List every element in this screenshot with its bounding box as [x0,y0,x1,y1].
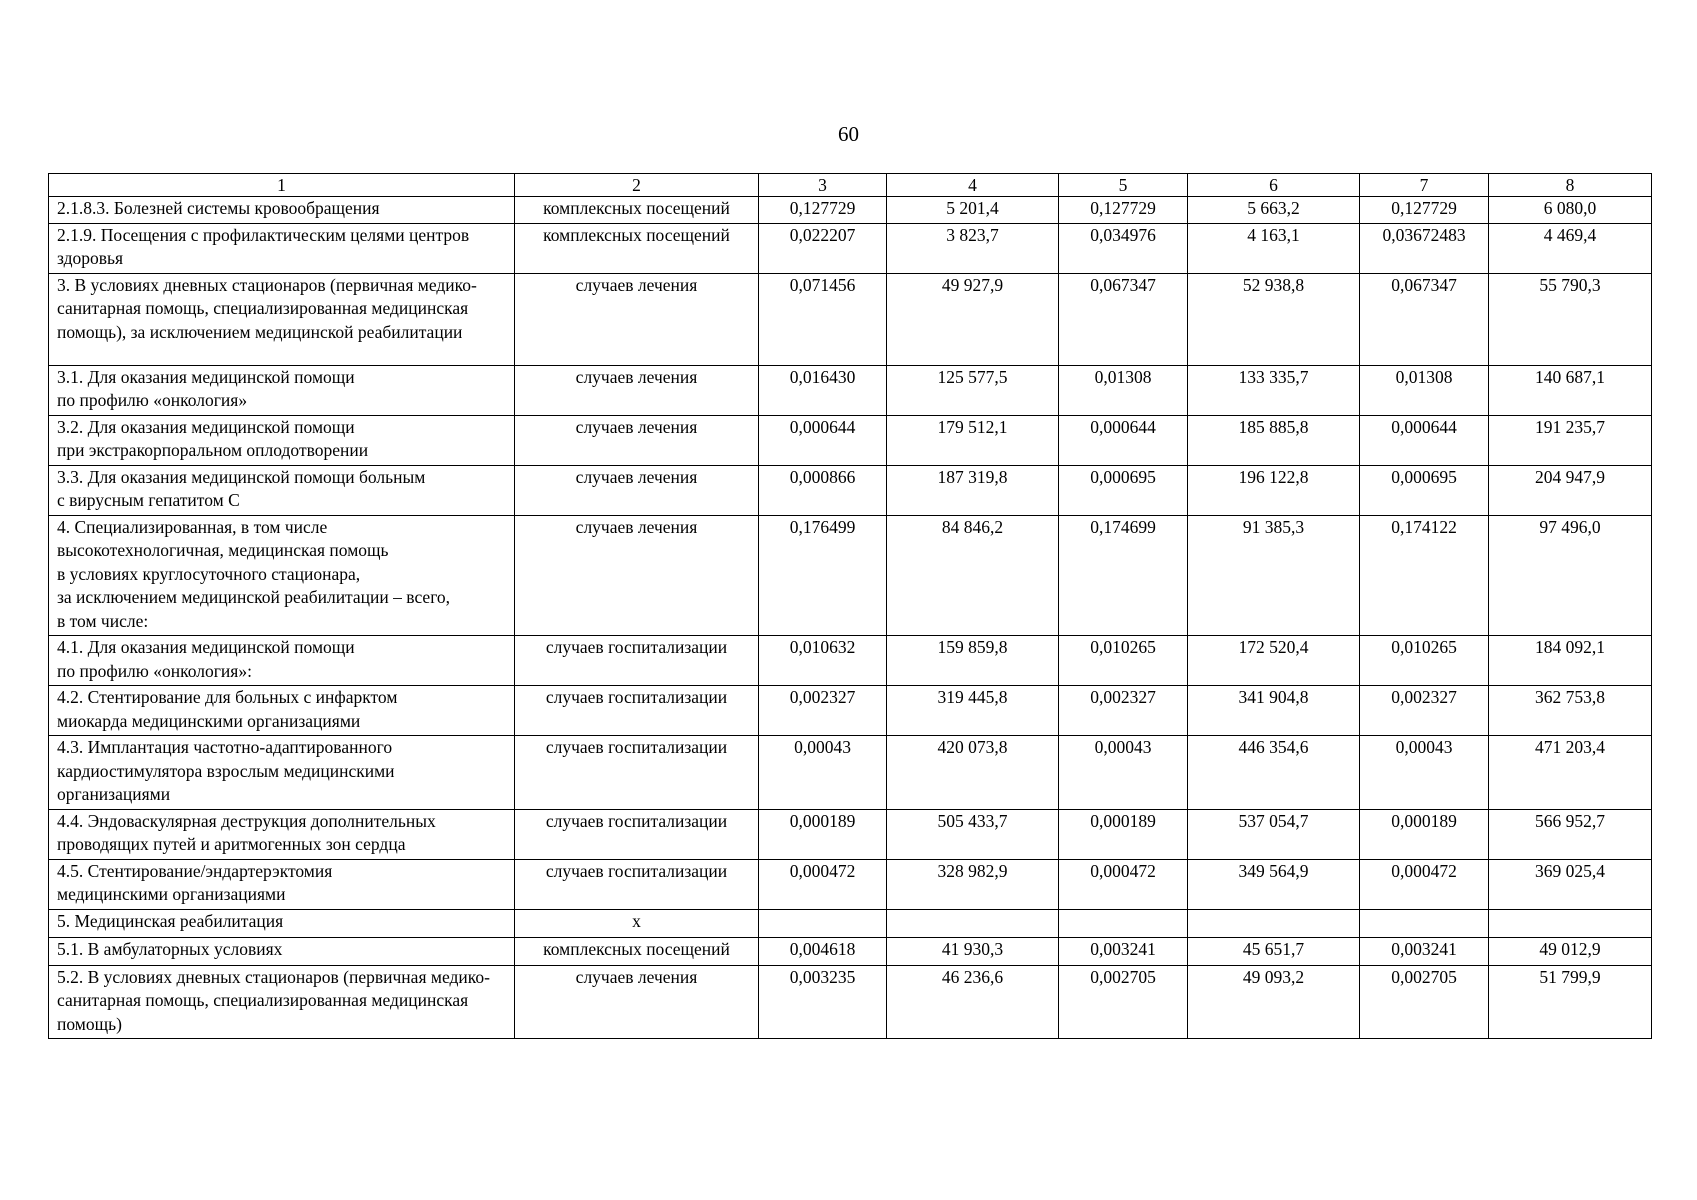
row-value-cell-7: 0,002327 [1360,686,1489,736]
row-value-cell-6: 341 904,8 [1188,686,1360,736]
row-name-cell: 2.1.9. Посещения с профилактическим целями центров здоровья [49,223,515,273]
row-name-cell: 3.2. Для оказания медицинской помощи при экстракорпоральном оплодотворении [49,415,515,465]
header-cell-3: 3 [759,174,887,197]
table-row [49,686,1652,736]
row-value-cell-7: 0,000472 [1360,859,1489,909]
header-cell-6: 6 [1188,174,1360,197]
row-value-cell-4: 125 577,5 [887,365,1059,415]
row-unit-cell: комплексных посещений [515,197,759,224]
row-value-cell-5: 0,034976 [1059,223,1188,273]
row-value-cell-7: 0,127729 [1360,197,1489,224]
row-value-cell-7: 0,000695 [1360,465,1489,515]
row-unit-cell: случаев лечения [515,415,759,465]
row-value-cell-5: 0,000472 [1059,859,1188,909]
row-value-cell-5: 0,00043 [1059,736,1188,810]
row-value-cell-8: 55 790,3 [1489,273,1652,365]
row-value-cell-4: 5 201,4 [887,197,1059,224]
row-unit-cell: случаев лечения [515,465,759,515]
row-value-cell-8: 369 025,4 [1489,859,1652,909]
data-table [48,173,1652,1039]
row-value-cell-7: 0,067347 [1360,273,1489,365]
row-unit-cell: случаев госпитализации [515,636,759,686]
row-value-cell-3: 0,004618 [759,937,887,965]
row-value-cell-7: 0,010265 [1360,636,1489,686]
table-row [49,937,1652,965]
row-value-cell-6: 5 663,2 [1188,197,1360,224]
row-value-cell-3: 0,022207 [759,223,887,273]
row-value-cell-3: 0,127729 [759,197,887,224]
row-value-cell-5: 0,01308 [1059,365,1188,415]
row-value-cell-3: 0,000472 [759,859,887,909]
row-value-cell-3: 0,00043 [759,736,887,810]
row-value-cell-4: 505 433,7 [887,809,1059,859]
row-value-cell-5: 0,000189 [1059,809,1188,859]
table-row [49,809,1652,859]
row-value-cell-7: 0,002705 [1360,965,1489,1039]
table-row [49,273,1652,365]
table-row [49,223,1652,273]
row-value-cell-5: 0,174699 [1059,515,1188,636]
row-name-cell: 3. В условиях дневных стационаров (первичная медико-санитарная помощь, специализированная медицинская помощь), за исключением медицинской реабилитации [49,273,515,365]
row-value-cell-6: 4 163,1 [1188,223,1360,273]
row-value-cell-4: 328 982,9 [887,859,1059,909]
row-value-cell-8: 140 687,1 [1489,365,1652,415]
row-unit-cell: случаев лечения [515,965,759,1039]
row-value-cell-8: 566 952,7 [1489,809,1652,859]
row-unit-cell: х [515,909,759,937]
row-value-cell-6: 185 885,8 [1188,415,1360,465]
table-row [49,965,1652,1039]
row-value-cell-7: 0,01308 [1360,365,1489,415]
row-value-cell-5: 0,002327 [1059,686,1188,736]
row-value-cell-6: 49 093,2 [1188,965,1360,1039]
header-cell-8: 8 [1489,174,1652,197]
row-value-cell-6: 52 938,8 [1188,273,1360,365]
row-value-cell-8: 191 235,7 [1489,415,1652,465]
row-name-cell: 4.5. Стентирование/эндартерэктомия медицинскими организациями [49,859,515,909]
row-value-cell-8: 471 203,4 [1489,736,1652,810]
row-value-cell-7: 0,174122 [1360,515,1489,636]
row-name-cell: 4.1. Для оказания медицинской помощи по профилю «онкология»: [49,636,515,686]
row-value-cell-4: 41 930,3 [887,937,1059,965]
row-value-cell-8 [1489,909,1652,937]
row-name-cell: 2.1.8.3. Болезней системы кровообращения [49,197,515,224]
row-value-cell-8: 4 469,4 [1489,223,1652,273]
row-value-cell-5: 0,003241 [1059,937,1188,965]
row-unit-cell: случаев лечения [515,365,759,415]
table-body [49,197,1652,1039]
row-value-cell-3: 0,176499 [759,515,887,636]
row-name-cell: 4.4. Эндоваскулярная деструкция дополнительных проводящих путей и аритмогенных зон сердца [49,809,515,859]
row-value-cell-8: 184 092,1 [1489,636,1652,686]
table-row [49,515,1652,636]
row-unit-cell: случаев лечения [515,515,759,636]
row-name-cell: 4.2. Стентирование для больных с инфарктом миокарда медицинскими организациями [49,686,515,736]
row-value-cell-6: 91 385,3 [1188,515,1360,636]
row-value-cell-4: 46 236,6 [887,965,1059,1039]
row-value-cell-5: 0,010265 [1059,636,1188,686]
row-name-cell: 4. Специализированная, в том числе высокотехнологичная, медицинская помощь в условиях круглосуточного стационара, за исключением медицинской реабилитации – всего, в том числе: [49,515,515,636]
row-value-cell-8: 6 080,0 [1489,197,1652,224]
row-value-cell-3: 0,016430 [759,365,887,415]
table-row [49,365,1652,415]
header-cell-2: 2 [515,174,759,197]
row-value-cell-3: 0,003235 [759,965,887,1039]
row-value-cell-4: 179 512,1 [887,415,1059,465]
row-name-cell: 5. Медицинская реабилитация [49,909,515,937]
row-value-cell-4: 319 445,8 [887,686,1059,736]
row-value-cell-6: 446 354,6 [1188,736,1360,810]
row-unit-cell: случаев госпитализации [515,809,759,859]
table-row [49,736,1652,810]
row-name-cell: 3.1. Для оказания медицинской помощи по профилю «онкология» [49,365,515,415]
row-value-cell-8: 51 799,9 [1489,965,1652,1039]
row-value-cell-5: 0,002705 [1059,965,1188,1039]
header-cell-7: 7 [1360,174,1489,197]
row-value-cell-3 [759,909,887,937]
table-row [49,197,1652,224]
header-cell-5: 5 [1059,174,1188,197]
row-value-cell-5: 0,127729 [1059,197,1188,224]
row-value-cell-3: 0,002327 [759,686,887,736]
row-value-cell-6: 537 054,7 [1188,809,1360,859]
page-number: 60 [838,122,859,146]
row-value-cell-4 [887,909,1059,937]
table-row [49,415,1652,465]
row-value-cell-4: 187 319,8 [887,465,1059,515]
table-row [49,636,1652,686]
row-value-cell-4: 420 073,8 [887,736,1059,810]
header-cell-4: 4 [887,174,1059,197]
row-value-cell-4: 159 859,8 [887,636,1059,686]
row-value-cell-5: 0,000695 [1059,465,1188,515]
row-value-cell-7: 0,003241 [1360,937,1489,965]
row-name-cell: 4.3. Имплантация частотно-адаптированного кардиостимулятора взрослым медицинскими организациями [49,736,515,810]
row-value-cell-6: 172 520,4 [1188,636,1360,686]
row-value-cell-6: 45 651,7 [1188,937,1360,965]
row-value-cell-7: 0,000189 [1360,809,1489,859]
row-value-cell-4: 84 846,2 [887,515,1059,636]
row-value-cell-8: 362 753,8 [1489,686,1652,736]
row-unit-cell: комплексных посещений [515,937,759,965]
row-value-cell-3: 0,071456 [759,273,887,365]
header-row [49,174,1652,197]
row-value-cell-8: 97 496,0 [1489,515,1652,636]
row-value-cell-3: 0,000866 [759,465,887,515]
table-row [49,465,1652,515]
row-name-cell: 3.3. Для оказания медицинской помощи больным с вирусным гепатитом С [49,465,515,515]
row-value-cell-7: 0,03672483 [1360,223,1489,273]
row-value-cell-3: 0,000644 [759,415,887,465]
row-unit-cell: случаев госпитализации [515,736,759,810]
row-value-cell-5: 0,067347 [1059,273,1188,365]
row-unit-cell: случаев лечения [515,273,759,365]
row-value-cell-5 [1059,909,1188,937]
row-value-cell-7: 0,000644 [1360,415,1489,465]
table-row [49,909,1652,937]
row-value-cell-8: 204 947,9 [1489,465,1652,515]
row-value-cell-8: 49 012,9 [1489,937,1652,965]
row-value-cell-6: 349 564,9 [1188,859,1360,909]
row-value-cell-5: 0,000644 [1059,415,1188,465]
row-value-cell-4: 3 823,7 [887,223,1059,273]
row-name-cell: 5.2. В условиях дневных стационаров (первичная медико-санитарная помощь, специализированная медицинская помощь) [49,965,515,1039]
row-unit-cell: комплексных посещений [515,223,759,273]
row-value-cell-3: 0,000189 [759,809,887,859]
row-value-cell-7 [1360,909,1489,937]
table-row [49,859,1652,909]
row-unit-cell: случаев госпитализации [515,686,759,736]
row-value-cell-6 [1188,909,1360,937]
row-value-cell-6: 133 335,7 [1188,365,1360,415]
row-unit-cell: случаев госпитализации [515,859,759,909]
header-cell-1: 1 [49,174,515,197]
row-value-cell-7: 0,00043 [1360,736,1489,810]
row-value-cell-6: 196 122,8 [1188,465,1360,515]
row-value-cell-4: 49 927,9 [887,273,1059,365]
row-value-cell-3: 0,010632 [759,636,887,686]
row-name-cell: 5.1. В амбулаторных условиях [49,937,515,965]
